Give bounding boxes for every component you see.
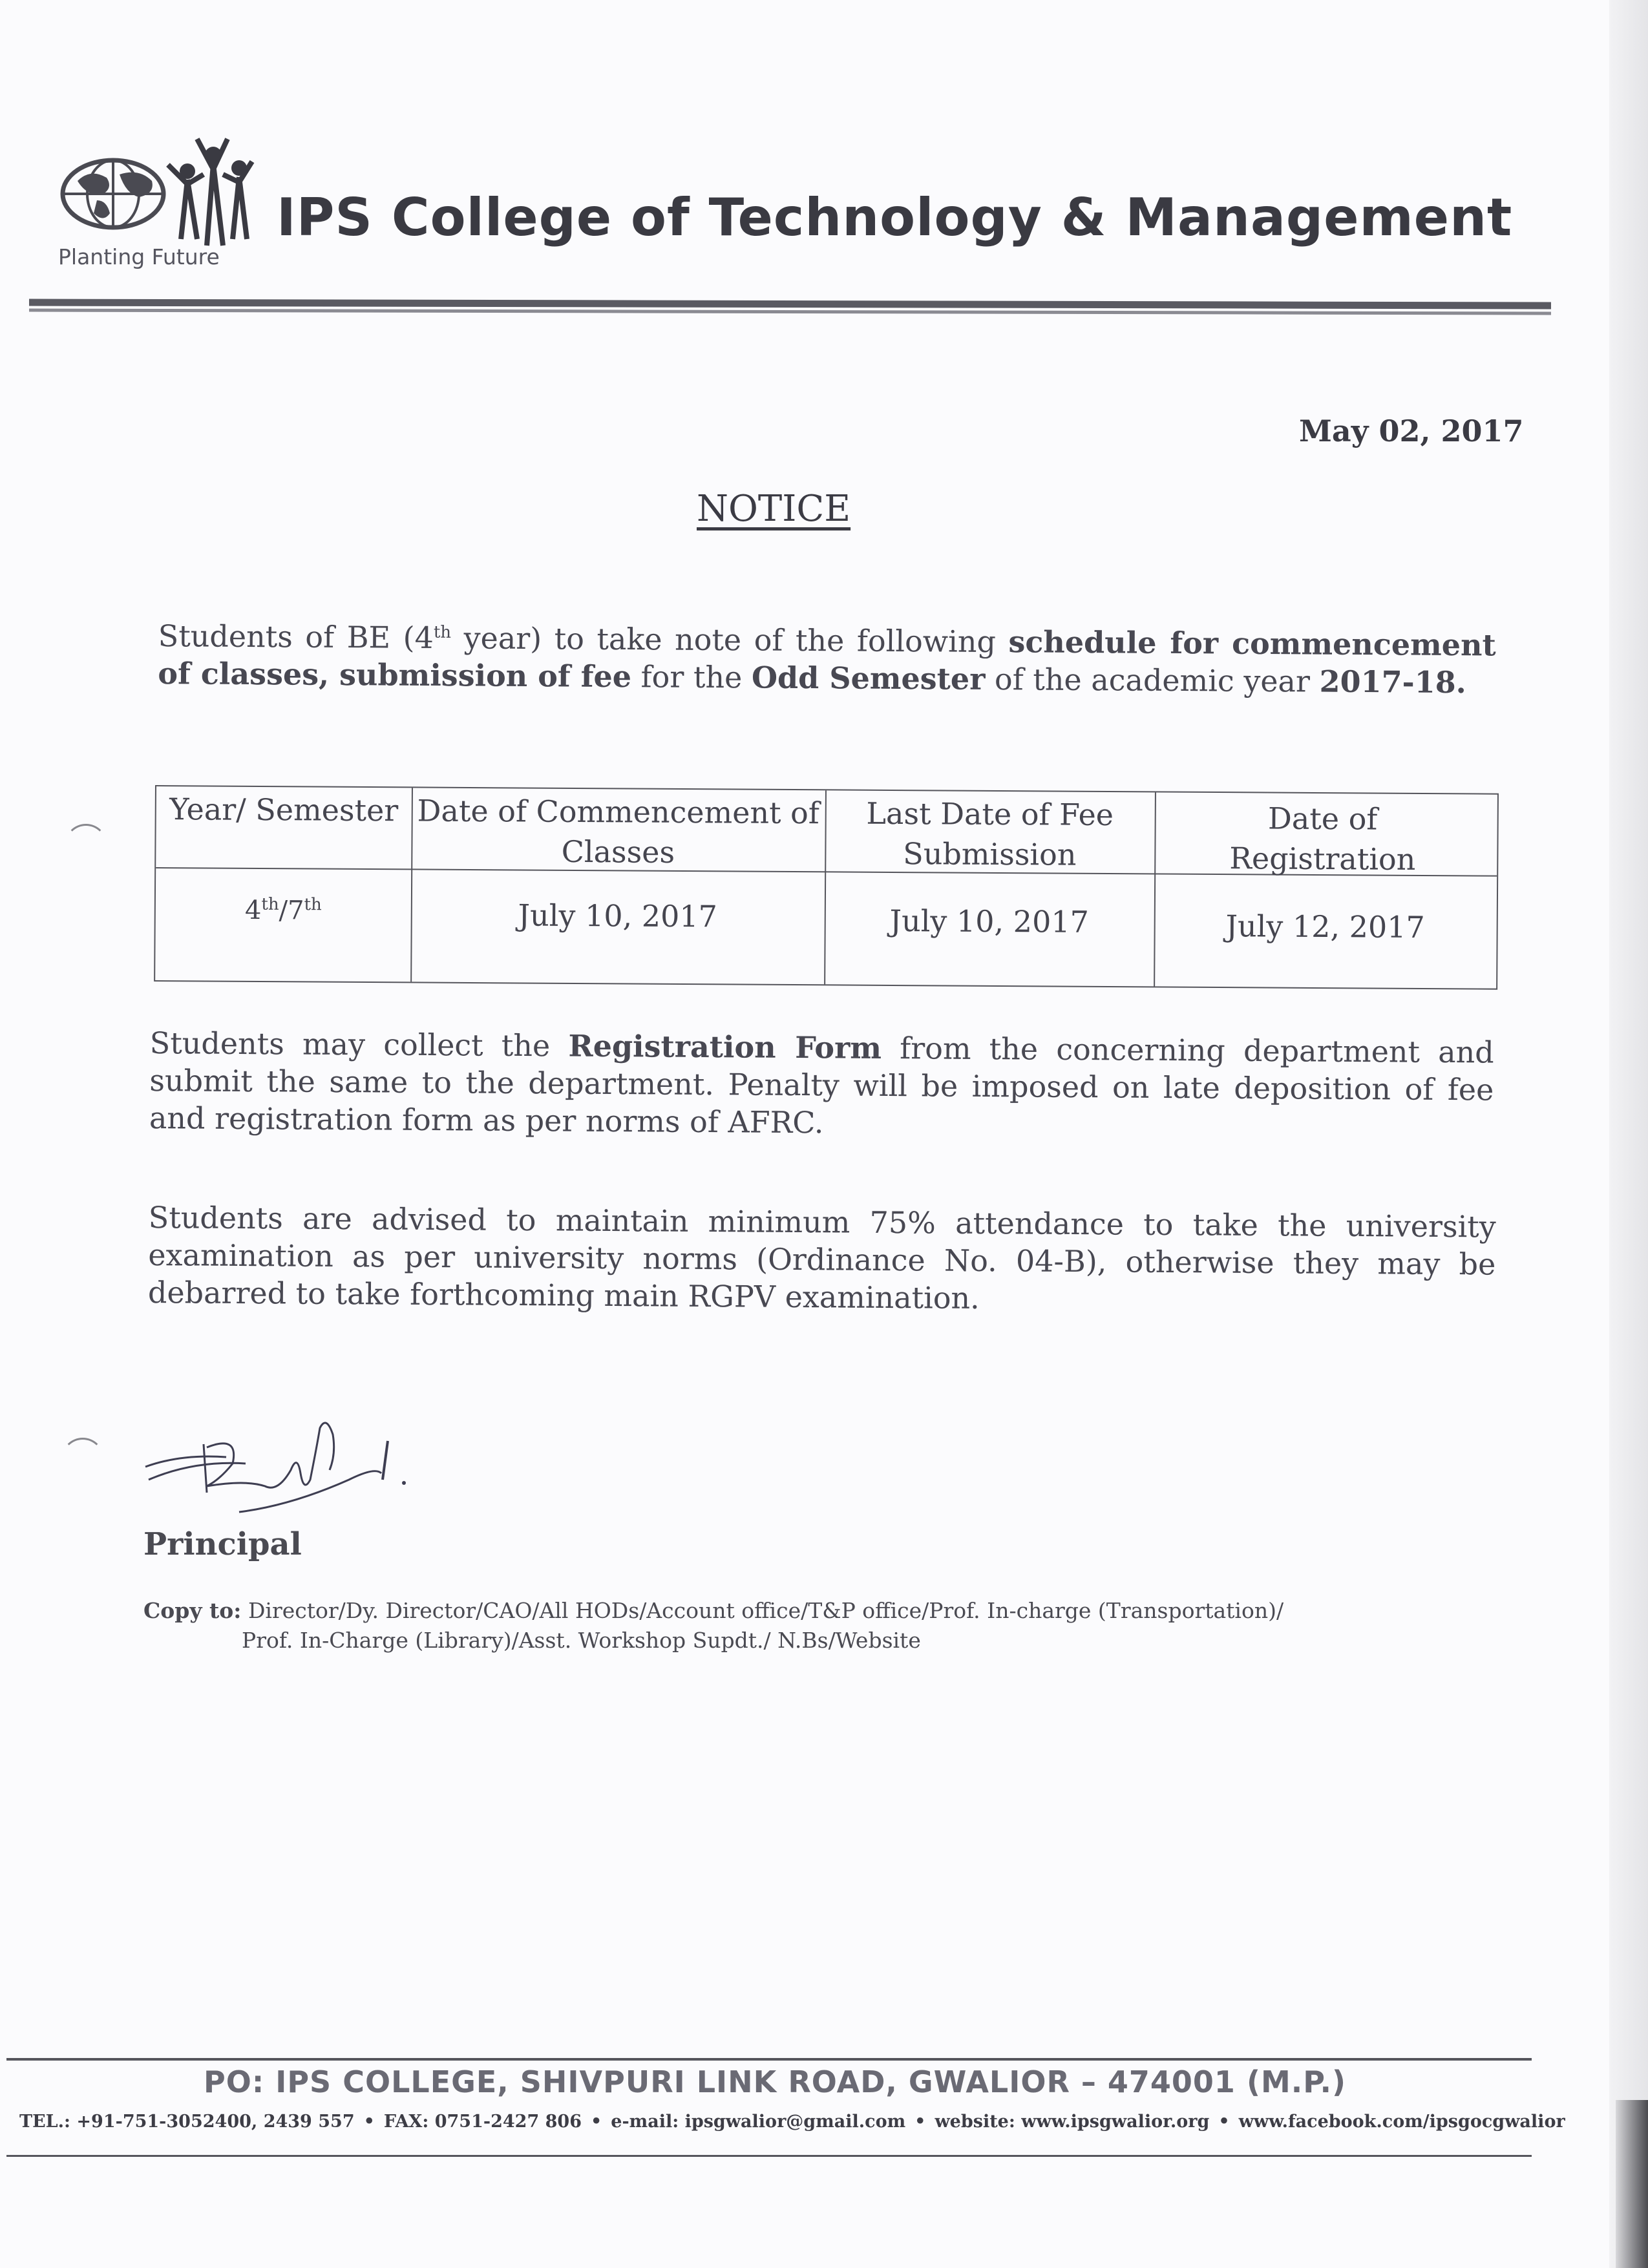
registration-form-bold: Registration Form [568, 1028, 882, 1066]
footer-rule-bottom [6, 2155, 1532, 2157]
footer-rule [6, 2058, 1532, 2061]
semester-superscript: th [304, 895, 322, 915]
principal-signature [142, 1409, 427, 1525]
footer-website: website: www.ipsgwalior.org [935, 2112, 1210, 2132]
copy-to-recipients-1: Director/Dy. Director/CAO/All HODs/Account office/T&P office/Prof. In-charge (Transportation)/ [241, 1598, 1284, 1623]
tagline: Planting Future [58, 244, 220, 269]
year-number: 4 [244, 895, 262, 926]
copy-to-block [143, 1596, 1371, 1655]
year-superscript: th [261, 894, 279, 914]
header-rule-thin [29, 309, 1551, 315]
registration-text-1: Students may collect the [149, 1025, 569, 1064]
intro-bold-year: 2017-18. [1319, 664, 1466, 700]
copy-to-line-2: Prof. In-Charge (Library)/Asst. Workshop Supdt./ N.Bs/Website [242, 1628, 921, 1653]
intro-paragraph [158, 617, 1496, 701]
table-header-fee: Last Date of Fee Submission [866, 795, 1114, 872]
intro-text-4: of the academic year [985, 661, 1320, 699]
table-header-registration: Date of Registration [1229, 801, 1416, 877]
footer-contact: TEL.: +91-751-3052400, 2439 557 • FAX: 0751-2427 806 • e-mail: ipsgwalior@gmail.com • website: www.ipsgwalior.org • www.facebook.com/ipsgocgwalior [19, 2112, 1565, 2132]
intro-text-1: Students of BE (4 [158, 618, 434, 655]
scan-mark [61, 1438, 104, 1480]
scan-edge [1609, 0, 1648, 2268]
copy-to-line-1 [143, 1596, 1371, 1626]
notice-title: NOTICE [697, 488, 851, 530]
notice-date: May 02, 2017 [1299, 414, 1524, 448]
table-col-divider [1154, 792, 1156, 986]
semester-number: /7 [279, 896, 304, 926]
table-header-commencement: Date of Commencement of Classes [417, 793, 820, 870]
footer-address: PO: IPS COLLEGE, SHIVPURI LINK ROAD, GWALIOR – 474001 (M.P.) [204, 2064, 1346, 2099]
footer-email: e-mail: ipsgwalior@gmail.com [611, 2112, 906, 2132]
table-header-year: Year/ Semester [169, 792, 399, 828]
table-cell-fee: July 10, 2017 [889, 903, 1090, 940]
college-name: IPS College of Technology & Management [277, 187, 1513, 247]
footer-fax: FAX: 0751-2427 806 [383, 2112, 582, 2132]
footer-tel: TEL.: +91-751-3052400, 2439 557 [19, 2112, 355, 2132]
header-rule [29, 299, 1551, 310]
intro-bold-semester: Odd Semester [751, 660, 986, 697]
schedule-table [154, 785, 1499, 990]
intro-text-3: for the [631, 659, 752, 695]
registration-text-2: from the concerning department and submit the same to the department. Penalty will be imposed on late deposition of fee and registration form as per norms of AFRC. [149, 1030, 1494, 1140]
attendance-paragraph: Students are advised to maintain minimum 75% attendance to take the university examination as per university norms (Ordinance No. 04-B), otherwise they may be debarred to take forthcoming main RGPV examination. [147, 1200, 1496, 1316]
intro-superscript: th [433, 622, 452, 642]
table-cell-year [156, 890, 411, 931]
table-cell-commencement: July 10, 2017 [518, 898, 718, 934]
scan-edge-shadow [1616, 2100, 1648, 2268]
table-cell-registration: July 12, 2017 [1225, 908, 1425, 945]
scan-mark [65, 824, 107, 866]
intro-bold-schedule: schedule for commencement of classes, submission of fee [158, 624, 1496, 695]
registration-paragraph [149, 1024, 1494, 1146]
signatory-title: Principal [143, 1526, 302, 1562]
intro-text-2: year) to take note of the following [450, 620, 1009, 660]
copy-to-label: Copy to: [143, 1598, 242, 1623]
footer-facebook: www.facebook.com/ipsgocgwalior [1238, 2112, 1565, 2132]
